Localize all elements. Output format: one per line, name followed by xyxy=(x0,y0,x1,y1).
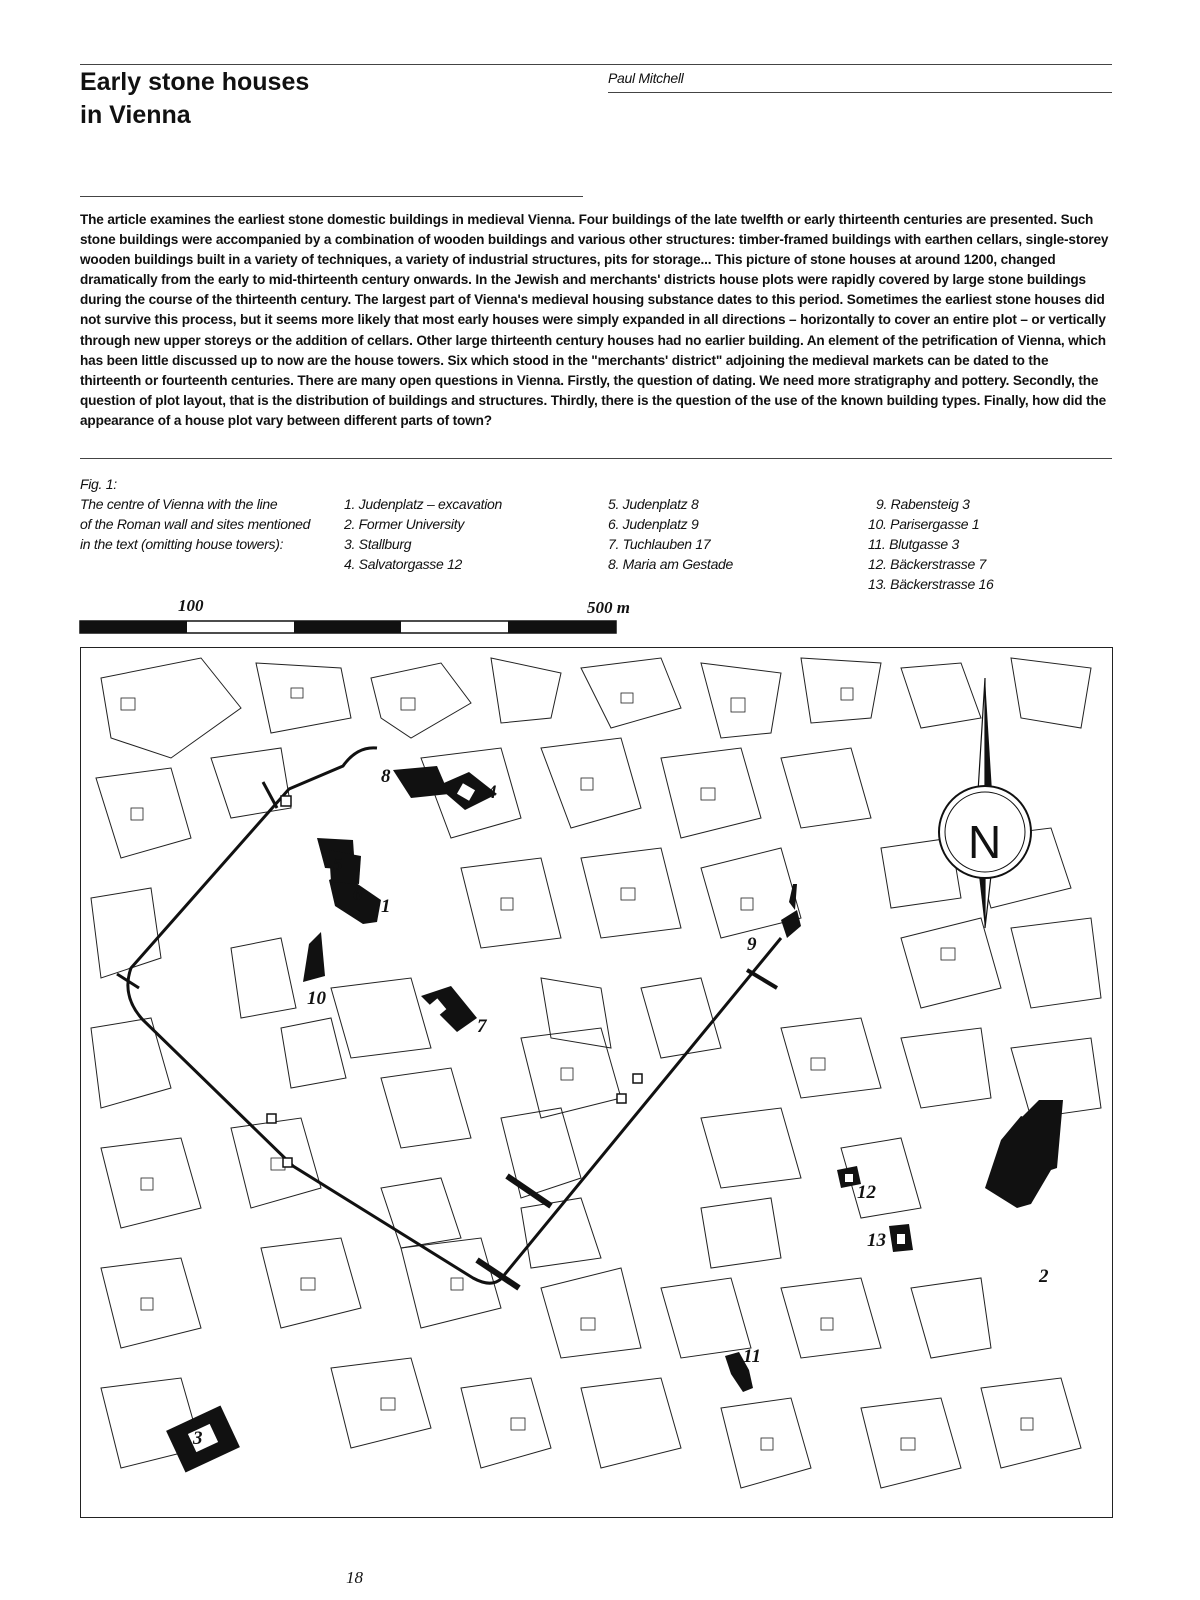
article-title xyxy=(80,66,500,132)
site-item: 7. Tuchlauben 17 xyxy=(608,536,711,552)
figure-caption xyxy=(80,474,310,554)
site-9-rabensteig xyxy=(781,884,801,938)
site-item: 13. Bäckerstrasse 16 xyxy=(868,576,994,592)
site-label-7: 7 xyxy=(477,1016,487,1037)
vienna-centre-map xyxy=(80,647,1113,1518)
title-line-2: in Vienna xyxy=(80,101,191,129)
site-label-11: 11 xyxy=(743,1346,761,1367)
page-number: 18 xyxy=(346,1568,363,1587)
site-label-4: 4 xyxy=(487,782,497,803)
site-label-9: 9 xyxy=(747,934,757,955)
abstract-bottom-rule xyxy=(80,458,1112,459)
site-item: 9. Rabensteig 3 xyxy=(876,496,970,512)
street-blocks xyxy=(91,658,1101,1488)
site-8-maria-am-gestade xyxy=(393,766,449,798)
site-label-6: 6 xyxy=(353,884,363,905)
site-list-col-2 xyxy=(608,494,733,574)
small-buildings xyxy=(121,688,1033,1450)
north-arrow xyxy=(939,678,1031,928)
site-7-tuchlauben xyxy=(421,986,477,1032)
title-line-1: Early stone houses xyxy=(80,68,310,96)
caption-line: in the text (omitting house towers): xyxy=(80,536,284,552)
abstract-top-rule xyxy=(80,196,583,197)
figure-label: Fig. 1: xyxy=(80,476,117,492)
site-item: 11. Blutgasse 3 xyxy=(868,536,959,552)
site-list-col-1 xyxy=(344,494,502,574)
author-name: Paul Mitchell xyxy=(608,70,684,86)
site-marker-holes xyxy=(188,783,905,1452)
north-letter: N xyxy=(968,816,1002,868)
site-item: 10. Parisergasse 1 xyxy=(868,516,980,532)
site-item: 12. Bäckerstrasse 7 xyxy=(868,556,987,572)
site-label-8: 8 xyxy=(381,766,391,787)
site-list-col-3 xyxy=(868,494,994,594)
site-item: 6. Judenplatz 9 xyxy=(608,516,699,532)
site-label-1: 1 xyxy=(381,896,391,917)
author-rule xyxy=(608,92,1112,93)
caption-line: The centre of Vienna with the line xyxy=(80,496,278,512)
site-label-10: 10 xyxy=(307,988,326,1009)
site-label-5: 5 xyxy=(333,854,343,875)
site-item: 3. Stallburg xyxy=(344,536,412,552)
site-label-2: 2 xyxy=(1039,1266,1049,1287)
scale-label-right: 500 m xyxy=(587,598,630,617)
site-label-12: 12 xyxy=(857,1182,876,1203)
site-10-parisergasse xyxy=(303,932,325,982)
site-item: 8. Maria am Gestade xyxy=(608,556,734,572)
site-label-3: 3 xyxy=(193,1428,203,1449)
site-item: 2. Former University xyxy=(344,516,465,532)
site-item: 1. Judenplatz – excavation xyxy=(344,496,502,512)
scale-label-left: 100 xyxy=(178,596,204,615)
site-item: 4. Salvatorgasse 12 xyxy=(344,556,463,572)
caption-line: of the Roman wall and sites mentioned xyxy=(80,516,311,532)
scale-bar xyxy=(79,620,619,636)
site-markers xyxy=(166,766,1063,1473)
site-2-former-university xyxy=(985,1100,1063,1208)
site-item: 5. Judenplatz 8 xyxy=(608,496,699,512)
site-label-13: 13 xyxy=(867,1230,886,1251)
abstract-text: The article examines the earliest stone domestic buildings in medieval Vienna. Four buildings of the late twelfth or early thirteenth centuries are presented. Such stone buildings were accompanied by a combination of wooden buildings and various other structures: timber-framed buildings with earthen cellars, single-storey wooden buildings built in a variety of techniques, a variety of industrial structures, pits for storage... This picture of stone houses at around 1200, changed dramatically from the early to mid-thirteenth century onwards. In the Jewish and merchants' districts house plots were rapidly covered by large stone buildings during the course of the thirteenth century. The largest part of Vienna's medieval housing substance dates to this period. Sometimes the earliest stone houses did not survive this process, but it seems more likely that most early houses were simply expanded in all directions – horizontally to cover an entire plot – or vertically through new upper storeys or the addition of cellars. Other large thirteenth century houses had no earlier building. An element of the petrification of Vienna, which has been little discussed up to now are the house towers. Six which stood in the "merchants' district" adjoining the medieval markets can be dated to the thirteenth or fourteenth centuries. There are many open questions in Vienna. Firstly, the question of dating. We need more stratigraphy and pottery. Secondly, the question of plot layout, that is the distribution of buildings and structures. Thirdly, there is the question of the use of the known building types. Finally, how did the appearance of a house plot vary between different parts of town? xyxy=(80,212,1109,428)
header-rule-full xyxy=(80,64,1112,65)
